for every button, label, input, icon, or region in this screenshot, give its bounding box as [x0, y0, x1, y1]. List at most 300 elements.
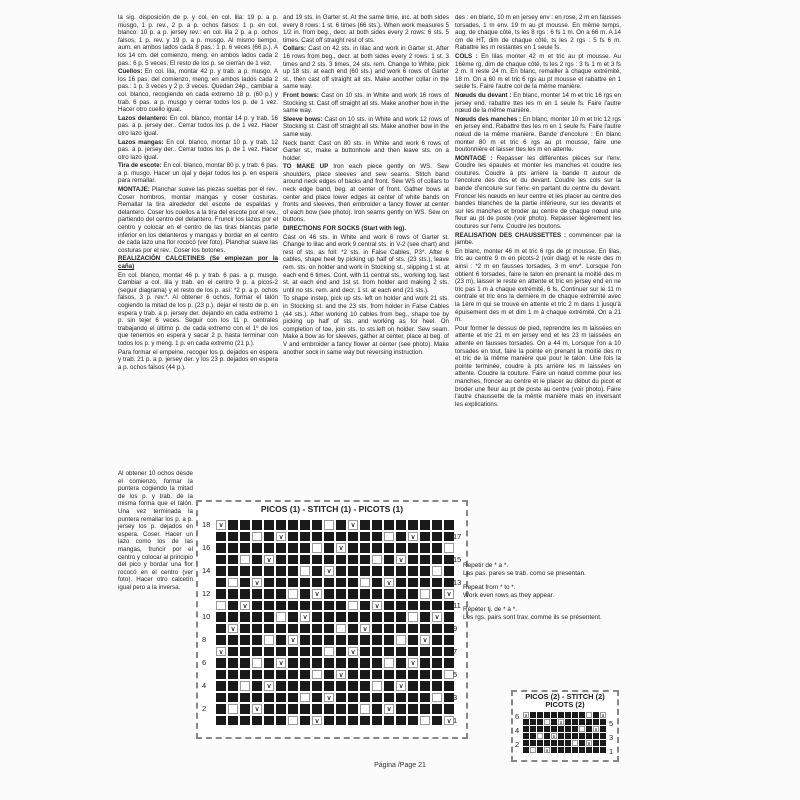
stitch-cell — [288, 566, 298, 576]
stitch-cell — [216, 716, 226, 726]
page-number: Página /Page 21 — [374, 762, 426, 769]
stitch-cell — [579, 719, 585, 725]
stitch-cell — [312, 532, 322, 542]
stitch-cell — [565, 747, 571, 753]
stitch-cell — [565, 733, 571, 739]
stitch-cell — [444, 635, 454, 645]
paragraph: En col. lila, montar 42 p. y trab. a p. musgo. A los 16 pas. del comienzo, meng. en ambos lados cada 2 pas.: 1 p. 3 veces y 2 p. 3 veces. Quedan 24p., cambiar a col. blanco, recogiendo en cada extremo 18 p. (60 p.) y trab. 6 pas. a p. musgo y cerrar todos los p. de 1 vez. Hacer otro cuello igual. — [118, 68, 278, 114]
stitch-cell — [252, 566, 262, 576]
row-number: 10 — [202, 612, 211, 621]
stitch-cell — [558, 740, 564, 746]
stitch-cell — [240, 520, 250, 530]
stitch-cell — [264, 578, 274, 588]
row-number: 5 — [609, 719, 614, 728]
stitch-cell: ∨ — [408, 532, 418, 542]
stitch-cell: ∨ — [276, 532, 286, 542]
stitch-cell — [420, 520, 430, 530]
stitch-cell — [252, 681, 262, 691]
stitch-cell — [372, 647, 382, 657]
stitch-cell — [300, 704, 310, 714]
section-title: DIRECTIONS FOR SOCKS (Start with leg). — [283, 225, 407, 233]
stitch-cell — [360, 681, 370, 691]
stitch-cell — [444, 658, 454, 668]
stitch-cell — [252, 543, 262, 553]
stitch-cell — [216, 612, 226, 622]
stitch-cell: ∨ — [264, 555, 274, 565]
stitch-cell — [336, 532, 346, 542]
stitch-cell — [252, 670, 262, 680]
stitch-cell — [586, 712, 592, 718]
stitch-cell — [276, 693, 286, 703]
stitch-cell — [276, 681, 286, 691]
stitch-cell — [276, 520, 286, 530]
stitch-cell — [384, 635, 394, 645]
stitch-cell — [579, 712, 585, 718]
stitch-cell — [530, 726, 536, 732]
stitch-cell — [240, 578, 250, 588]
stitch-cell — [288, 601, 298, 611]
stitch-cell: ∨ — [216, 647, 226, 657]
stitch-cell — [360, 670, 370, 680]
stitch-cell — [360, 647, 370, 657]
stitch-cell — [300, 658, 310, 668]
stitch-cell — [565, 726, 571, 732]
stitch-cell — [360, 532, 370, 542]
stitch-cell — [276, 589, 286, 599]
paragraph: Cast on 10 sts. in White and work 16 rows of Stocking st. Cast off straight all sts. Make another bow in the same way. — [283, 91, 449, 115]
stitch-cell — [384, 589, 394, 599]
stitch-cell — [523, 719, 529, 725]
stitch-cell — [288, 612, 298, 622]
stitch-cell: ∨ — [594, 727, 598, 733]
stitch-cell — [432, 578, 442, 588]
stitch-cell — [396, 566, 406, 576]
stitch-cell — [228, 532, 238, 542]
stitch-cell — [360, 520, 370, 530]
stitch-cell — [216, 670, 226, 680]
stitch-cell: ∨ — [312, 589, 322, 599]
section-head: COLS : — [455, 52, 478, 60]
stitch-cell — [216, 704, 226, 714]
stitch-cell — [336, 635, 346, 645]
paragraph: Cast on 42 sts. in lilac and work in Garter st. After 16 rows from beg., decr. at both sides every 2 rows: 1 st. 3 times and 2 sts. 3 times, 24 sts. rem. Change to White, pick up 18 sts. at each end (60 sts.) and work 6 rows of Garter st., then cast off straight all sts. Make another collar in the same way. — [283, 45, 449, 91]
french-column — [455, 14, 621, 409]
stitch-cell — [586, 747, 592, 753]
stitch-cell — [312, 601, 322, 611]
spanish-column — [118, 14, 278, 372]
stitch-cell — [551, 712, 557, 718]
stitch-cell — [324, 624, 334, 634]
stitch-cell — [252, 612, 262, 622]
stitch-cell — [523, 740, 529, 746]
stitch-cell — [396, 520, 406, 530]
stitch-cell — [312, 578, 322, 588]
stitch-cell — [228, 635, 238, 645]
stitch-cell — [348, 716, 358, 726]
stitch-cell: ∨ — [252, 578, 262, 588]
stitch-cell — [396, 624, 406, 634]
stitch-cell — [384, 681, 394, 691]
stitch-cell — [252, 520, 262, 530]
stitch-cell — [408, 624, 418, 634]
stitch-cell — [360, 555, 370, 565]
stitch-cell — [348, 681, 358, 691]
stitch-cell — [396, 704, 406, 714]
stitch-cell — [348, 612, 358, 622]
stitch-cell — [384, 520, 394, 530]
stitch-cell — [579, 726, 585, 732]
stitch-cell — [396, 658, 406, 668]
row-number: 2 — [515, 740, 520, 749]
stitch-cell — [544, 740, 550, 746]
stitch-cell — [216, 693, 226, 703]
stitch-cell: ∨ — [545, 748, 549, 754]
stitch-cell — [530, 740, 536, 746]
stitch-cell — [432, 681, 442, 691]
stitch-cell — [288, 555, 298, 565]
stitch-cell — [372, 716, 382, 726]
stitch-cell — [558, 712, 564, 718]
stitch-cell: ∨ — [348, 520, 358, 530]
paragraph: Para formar el empeine, recoger los p. dejados en espera y trab. 21 p. a p. jersey der. y los 23 p. dejados en espera a p. ochos falsos (44 p.). — [118, 348, 278, 371]
legend-text: Répéter tj. de * à *. — [463, 606, 517, 613]
stitch-cell — [372, 578, 382, 588]
stitch-cell — [276, 670, 286, 680]
stitch-cell — [300, 647, 310, 657]
stitch-cell — [537, 719, 543, 725]
stitch-cell — [432, 601, 442, 611]
stitch-cell — [408, 716, 418, 726]
stitch-cell — [288, 532, 298, 542]
stitch-cell: ∨ — [601, 713, 605, 719]
section-head: Collars: — [283, 45, 307, 53]
english-column — [283, 14, 449, 357]
stitch-cell — [396, 670, 406, 680]
stitch-cell — [324, 601, 334, 611]
stitch-cell: ∨ — [552, 734, 556, 740]
stitch-cell — [216, 624, 226, 634]
stitch-cell — [240, 647, 250, 657]
stitch-cell — [264, 624, 274, 634]
stitch-cell — [252, 658, 262, 668]
stitch-cell — [565, 740, 571, 746]
section-head: Lazos delantero: — [118, 114, 168, 122]
row-number: 6 — [515, 712, 520, 721]
stitch-cell: ∨ — [336, 543, 346, 553]
stitch-cell — [360, 635, 370, 645]
stitch-cell — [420, 543, 430, 553]
legend-text: Repetir de * a *. — [463, 562, 509, 569]
paragraph: Neck band: Cast on 80 sts. in White and work 6 rows of Garter st., make a buttonhole and then leave sts. on a holder. — [283, 139, 449, 162]
stitch-cell — [348, 670, 358, 680]
legend-text: Repeat from * to *. — [463, 584, 516, 591]
stitch-cell — [360, 612, 370, 622]
stitch-cell — [372, 704, 382, 714]
stitch-cell — [324, 612, 334, 622]
stitch-cell: ∨ — [384, 704, 394, 714]
stitch-cell — [240, 693, 250, 703]
section-head: REALISATION DES CHAUSSETTES : — [455, 231, 567, 239]
stitch-cell — [300, 520, 310, 530]
stitch-cell — [360, 543, 370, 553]
stitch-cell — [336, 555, 346, 565]
stitch-cell — [593, 747, 599, 753]
stitch-cell: ∨ — [216, 520, 226, 530]
stitch-cell — [216, 589, 226, 599]
legend-text: Las pas. pares se trab. como se presentan. — [463, 570, 586, 577]
row-number: 9 — [453, 623, 458, 633]
stitch-cell — [324, 520, 334, 530]
stitch-cell — [372, 612, 382, 622]
stitch-grid — [216, 520, 454, 725]
stitch-cell — [420, 578, 430, 588]
paragraph: Iron each piece gently on WS. Sew shoulders, place sleeves and sew seams. Stitch band around neck edges of backs and front. Sew WS of collars to neck edge band, beg. at center of front. Gather bows at center and place lower edges at center of white bands on fronts and sleeves, then embroider a fancy flower at center of each bow (see photo). Iron seams gently on WS. Sew on buttons. — [283, 163, 449, 224]
stitch-cell — [288, 624, 298, 634]
stitch-cell — [432, 704, 442, 714]
stitch-cell — [240, 555, 250, 565]
stitch-cell — [336, 624, 346, 634]
stitch-cell — [420, 704, 430, 714]
stitch-cell — [324, 589, 334, 599]
stitch-cell — [264, 520, 274, 530]
stitch-cell — [348, 566, 358, 576]
stitch-cell — [312, 670, 322, 680]
stitch-cell — [537, 733, 543, 739]
stitch-cell — [312, 647, 322, 657]
stitch-cell — [252, 647, 262, 657]
section-head: MONTAGE : — [455, 154, 493, 162]
stitch-cell — [288, 704, 298, 714]
paragraph: En col. blanco, montar 46 p. y trab. 6 pas. a p. musgo. Cambiar a col. lila y trab. en el centro 9 p. a picos-2 (seguir diagrama) y el resto de los p. así: *2 p. a p. ochos falsos, 3 p. rev.*. Al obtener 6 ochos, formar el talón cogiendo la mitad de los p. (23 p.), dejar el resto de p. en espera y trab. a p. jersey der. dejando en cada extremo 1 p. sin tejer 6 veces. Seguir con los 11 p. centrales trabajando el último p. de cada extremo con el 1º de los que tenemos en espera y sacar 2 p. hasta terminar con todos los p. y meng. 1 p. en cada extremo (21 p.). — [118, 271, 278, 347]
legend-text: Work even rows as they appear. — [463, 592, 555, 599]
stitch-cell — [408, 520, 418, 530]
stitch-cell — [593, 719, 599, 725]
paragraph: Cast on 10 sts. in White and work 12 rows of Stocking st. Cast off straight all sts. Make another bow in the same way. — [283, 115, 449, 138]
stitch-cell — [240, 624, 250, 634]
stitch-cell — [228, 589, 238, 599]
stitch-cell — [537, 726, 543, 732]
stitch-cell — [408, 693, 418, 703]
stitch-cell — [432, 716, 442, 726]
stitch-cell — [593, 712, 599, 718]
stitch-cell — [396, 647, 406, 657]
row-number: 13 — [453, 577, 462, 587]
stitch-cell — [276, 704, 286, 714]
stitch-cell — [300, 601, 310, 611]
stitch-cell — [336, 647, 346, 657]
stitch-cell — [264, 532, 274, 542]
stitch-cell — [396, 601, 406, 611]
stitch-cell — [312, 704, 322, 714]
stitch-cell — [276, 635, 286, 645]
stitch-cell — [216, 532, 226, 542]
stitch-cell — [384, 543, 394, 553]
section-head: Nœuds du devant : — [455, 91, 512, 99]
stitch-cell — [530, 719, 536, 725]
stitch-cell — [384, 624, 394, 634]
stitch-cell — [324, 647, 334, 657]
stitch-cell — [444, 681, 454, 691]
stitch-cell — [240, 589, 250, 599]
stitch-cell — [408, 543, 418, 553]
stitch-cell — [372, 543, 382, 553]
row-number: 2 — [202, 704, 207, 713]
stitch-cell — [228, 693, 238, 703]
stitch-cell — [396, 578, 406, 588]
stitch-cell — [312, 555, 322, 565]
stitch-cell — [544, 726, 550, 732]
stitch-cell — [312, 624, 322, 634]
stitch-cell — [252, 532, 262, 542]
stitch-cell — [252, 635, 262, 645]
stitch-cell — [300, 589, 310, 599]
stitch-cell — [312, 635, 322, 645]
stitch-grid — [523, 712, 606, 753]
stitch-cell — [420, 555, 430, 565]
stitch-cell — [288, 589, 298, 599]
stitch-cell — [420, 658, 430, 668]
row-number: 4 — [202, 681, 207, 690]
section-head: Nœuds des manches : — [455, 115, 522, 123]
stitch-cell — [593, 733, 599, 739]
stitch-cell — [300, 532, 310, 542]
stitch-cell: ∨ — [372, 601, 382, 611]
stitch-cell: ∨ — [288, 635, 298, 645]
stitch-cell — [572, 719, 578, 725]
stitch-cell: ∨ — [264, 681, 274, 691]
stitch-cell — [324, 670, 334, 680]
section-head: Sleeve bows: — [283, 115, 323, 123]
stitch-cell — [396, 716, 406, 726]
stitch-cell — [432, 693, 442, 703]
stitch-cell — [336, 566, 346, 576]
row-number: 8 — [202, 635, 207, 644]
stitch-cell — [537, 740, 543, 746]
stitch-cell: ∨ — [228, 624, 238, 634]
stitch-cell — [288, 658, 298, 668]
stitch-cell — [240, 566, 250, 576]
stitch-cell — [324, 704, 334, 714]
stitch-cell — [288, 693, 298, 703]
stitch-cell — [432, 670, 442, 680]
stitch-cell — [360, 578, 370, 588]
stitch-cell — [300, 624, 310, 634]
stitch-cell — [312, 543, 322, 553]
stitch-cell — [600, 726, 606, 732]
stitch-cell — [537, 747, 543, 753]
section-head: Tira de escote: — [118, 162, 162, 170]
row-number: 12 — [202, 589, 211, 598]
stitch-cell — [264, 670, 274, 680]
stitch-cell — [384, 601, 394, 611]
section-title: REALIZACIÓN CALCETINES (Se empiezan por la caña) — [118, 255, 278, 270]
stitch-cell — [252, 589, 262, 599]
stitch-cell — [348, 658, 358, 668]
stitch-cell — [558, 747, 564, 753]
paragraph: Pour former le dessus de pied, reprendre les m laissées en attente et tric 21 m en jersey end et les 23 m laissées en attente en fausses torsades. On a 44 m. Lorsque l'on a 10 torsades en tout, faire la pointe en prenant la moitié des m et tric de la même manière que pour le talon. Une fois la pointe terminée, coudre à pts arrière les m laissées en attente. Coudre la couture. Faire un nœud comme pour les manches, froncer au centre et le placer au début du picot et broder une fleur au pt de poste au centre (voir photo). Faire l'autre chaussette de la même manière mais en inversant les explications. — [455, 324, 621, 408]
stitch-cell — [360, 693, 370, 703]
stitch-cell — [300, 716, 310, 726]
stitch-chart-2 — [511, 690, 619, 762]
stitch-cell — [600, 747, 606, 753]
stitch-cell — [420, 693, 430, 703]
row-number: 3 — [453, 692, 458, 702]
stitch-cell — [216, 681, 226, 691]
stitch-cell — [216, 578, 226, 588]
stitch-cell — [372, 532, 382, 542]
stitch-cell: ∨ — [384, 578, 394, 588]
stitch-cell — [420, 670, 430, 680]
stitch-cell — [420, 681, 430, 691]
stitch-cell — [523, 733, 529, 739]
stitch-cell — [384, 658, 394, 668]
stitch-cell — [216, 555, 226, 565]
stitch-cell — [586, 733, 592, 739]
stitch-cell — [530, 733, 536, 739]
section-head: Cuellos: — [118, 68, 143, 76]
stitch-cell — [551, 747, 557, 753]
stitch-cell — [523, 726, 529, 732]
stitch-cell — [420, 647, 430, 657]
stitch-cell — [360, 704, 370, 714]
stitch-cell — [372, 589, 382, 599]
stitch-cell — [228, 681, 238, 691]
row-number: 1 — [453, 715, 458, 725]
stitch-cell — [228, 704, 238, 714]
stitch-cell — [324, 681, 334, 691]
stitch-cell — [348, 704, 358, 714]
stitch-cell: ∨ — [324, 693, 334, 703]
stitch-cell — [288, 520, 298, 530]
stitch-cell — [228, 612, 238, 622]
stitch-cell — [264, 566, 274, 576]
chart-legend — [463, 562, 643, 628]
stitch-cell — [408, 704, 418, 714]
stitch-cell — [312, 520, 322, 530]
stitch-cell — [312, 566, 322, 576]
stitch-cell — [530, 747, 536, 753]
stitch-cell — [216, 601, 226, 611]
stitch-cell: ∨ — [312, 716, 322, 726]
stitch-cell — [420, 716, 430, 726]
stitch-cell — [348, 635, 358, 645]
stitch-cell — [228, 578, 238, 588]
stitch-cell: ∨ — [348, 647, 358, 657]
stitch-cell — [252, 693, 262, 703]
stitch-cell: ∨ — [432, 612, 442, 622]
stitch-cell — [216, 635, 226, 645]
stitch-cell — [240, 658, 250, 668]
stitch-cell — [264, 601, 274, 611]
stitch-cell — [408, 589, 418, 599]
paragraph: des : en blanc, 10 m en jersey env : en rose, 2 m en fausses torsades, 1 m env. 19 m au pt mousse. En même temps, aug. de chaque côté, ts les 8 rgs : 6 fs 1 m. On a 66 m. A 14 cm de HT, dim de chaque côté, ts les 2 rgs : 5 fs 6 m. Rabattre les m restantes en 1 seule fs. — [455, 14, 621, 52]
stitch-cell — [384, 693, 394, 703]
stitch-cell — [288, 647, 298, 657]
paragraph: la sig. disposición de p. y col. en col. lila: 19 p. a p. musgo, 1 p. rev., 2 p. a p. ochos falsos: 1 p. en col. blanco: 10 p. a p. jersey rev.: en col. lila 2 p. a p. ochos falsos, 1 p. rev. y 19 p. a p. musgo. Al mismo tiempo, aum. en ambos lados cada 8 pas.: 1 p. 6 veces (66 p.). A los 14 cm. del comienzo, meng. en ambos lados cada 2 pas.: 6 p. 5 veces. El resto de los p. se cierran de 1 vez. — [118, 14, 278, 67]
stitch-cell — [324, 555, 334, 565]
stitch-cell — [384, 555, 394, 565]
stitch-cell — [408, 681, 418, 691]
row-number: 1 — [609, 747, 614, 756]
stitch-cell: ∨ — [420, 635, 430, 645]
stitch-cell — [565, 712, 571, 718]
stitch-cell — [544, 733, 550, 739]
stitch-cell — [600, 740, 606, 746]
stitch-cell — [312, 693, 322, 703]
stitch-cell — [396, 589, 406, 599]
stitch-cell — [300, 578, 310, 588]
stitch-cell — [360, 601, 370, 611]
